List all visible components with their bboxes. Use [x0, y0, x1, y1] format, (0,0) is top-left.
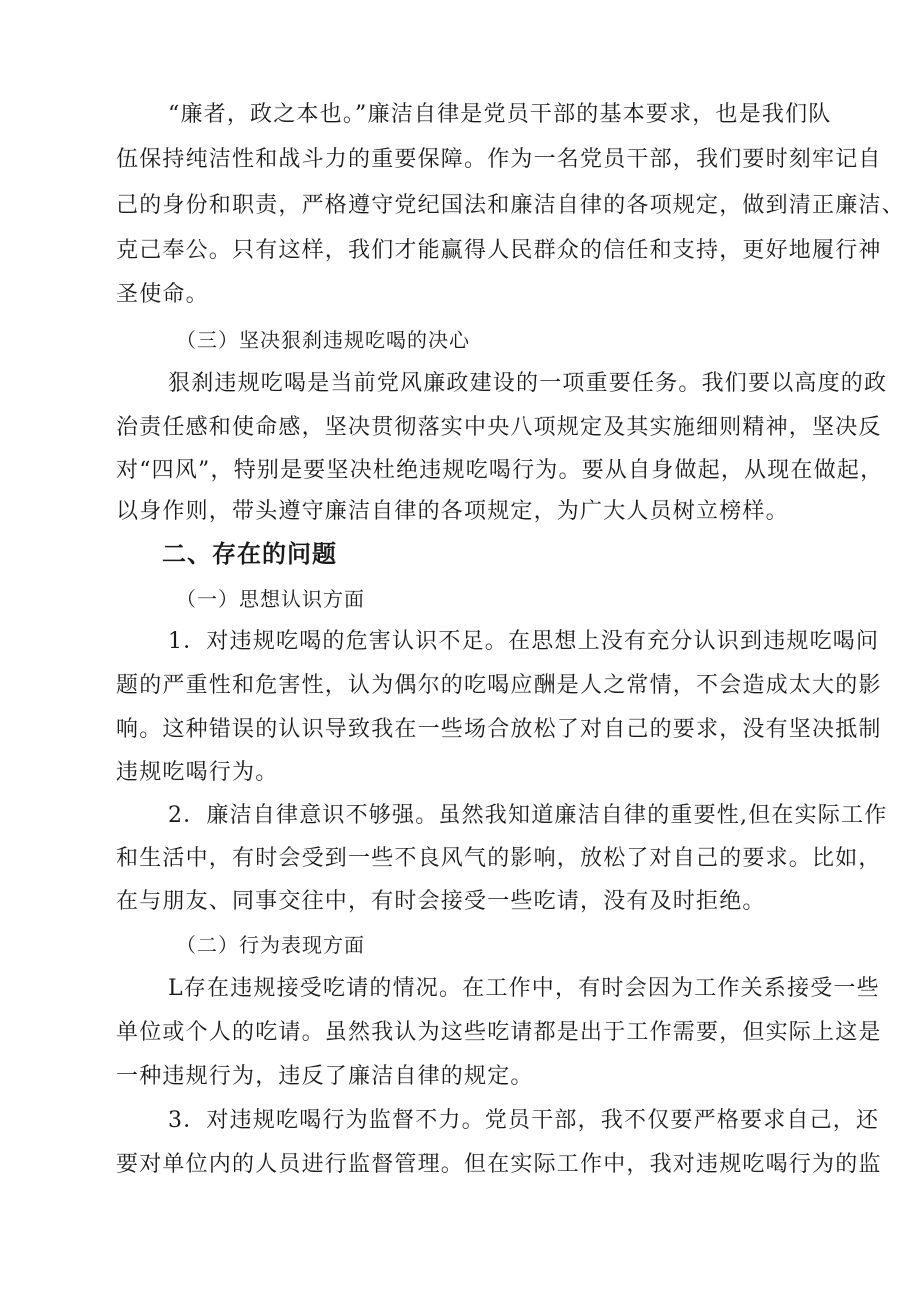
paragraph-line: 一种违规行为，违反了廉洁自律的规定。	[116, 1064, 534, 1089]
paragraph-line: 2．廉洁自律意识不够强。虽然我知道廉洁自律的重要性,但在实际工作	[168, 803, 888, 828]
paragraph-line: 违规吃喝行为。	[116, 760, 279, 785]
paragraph-line: 和生活中，有时会受到一些不良风气的影响，放松了对自己的要求。比如，	[116, 846, 882, 871]
paragraph-line: 己的身份和职责，严格遵守党纪国法和廉洁自律的各项规定，做到清正廉洁、	[116, 193, 905, 218]
paragraph-line: 克己奉公。只有这样，我们才能赢得人民群众的信任和支持，更好地履行神	[116, 238, 882, 263]
paragraph-line: 要对单位内的人员进行监督管理。但在实际工作中，我对违规吃喝行为的监	[116, 1152, 882, 1177]
section-subheading: （二）行为表现方面	[176, 933, 365, 957]
section-heading: 二、存在的问题	[162, 540, 337, 568]
paragraph-line: 狠刹违规吃喝是当前党风廉政建设的一项重要任务。我们要以高度的政	[168, 371, 888, 396]
paragraph-line: 以身作则，带头遵守廉洁自律的各项规定，为广大人员树立榜样。	[116, 499, 789, 524]
paragraph-line: 单位或个人的吃请。虽然我认为这些吃请都是出于工作需要，但实际上这是	[116, 1020, 882, 1045]
paragraph-line: 3．对违规吃喝行为监督不力。党员干部，我不仅要严格要求自己，还	[168, 1108, 880, 1133]
paragraph-line: 响。这种错误的认识导致我在一些场合放松了对自己的要求，没有坚决抵制	[116, 717, 882, 742]
section-subheading: （三）坚决狠刹违规吃喝的决心	[176, 328, 470, 352]
paragraph-line: 1．对违规吃喝的危害认识不足。在思想上没有充分认识到违规吃喝问	[168, 629, 880, 654]
paragraph-line: 圣使命。	[116, 282, 209, 307]
paragraph-line: 对“四风”，特别是要坚决杜绝违规吃喝行为。要从自身做起，从现在做起，	[116, 458, 884, 483]
section-subheading: （一）思想认识方面	[176, 587, 365, 611]
paragraph-line: 伍保持纯洁性和战斗力的重要保障。作为一名党员干部，我们要时刻牢记自	[116, 147, 882, 172]
paragraph-line: “廉者，政之本也。”廉洁自律是党员干部的基本要求，也是我们队	[168, 102, 832, 127]
paragraph-line: L存在违规接受吃请的情况。在工作中，有时会因为工作关系接受一些	[168, 976, 880, 1001]
paragraph-line: 题的严重性和危害性，认为偶尔的吃喝应酬是人之常情，不会造成太大的影	[116, 673, 882, 698]
paragraph-line: 治责任感和使命感，坚决贯彻落实中央八项规定及其实施细则精神，坚决反	[116, 415, 882, 440]
paragraph-line: 在与朋友、同事交往中，有时会接受一些吃请，没有及时拒绝。	[116, 889, 766, 914]
